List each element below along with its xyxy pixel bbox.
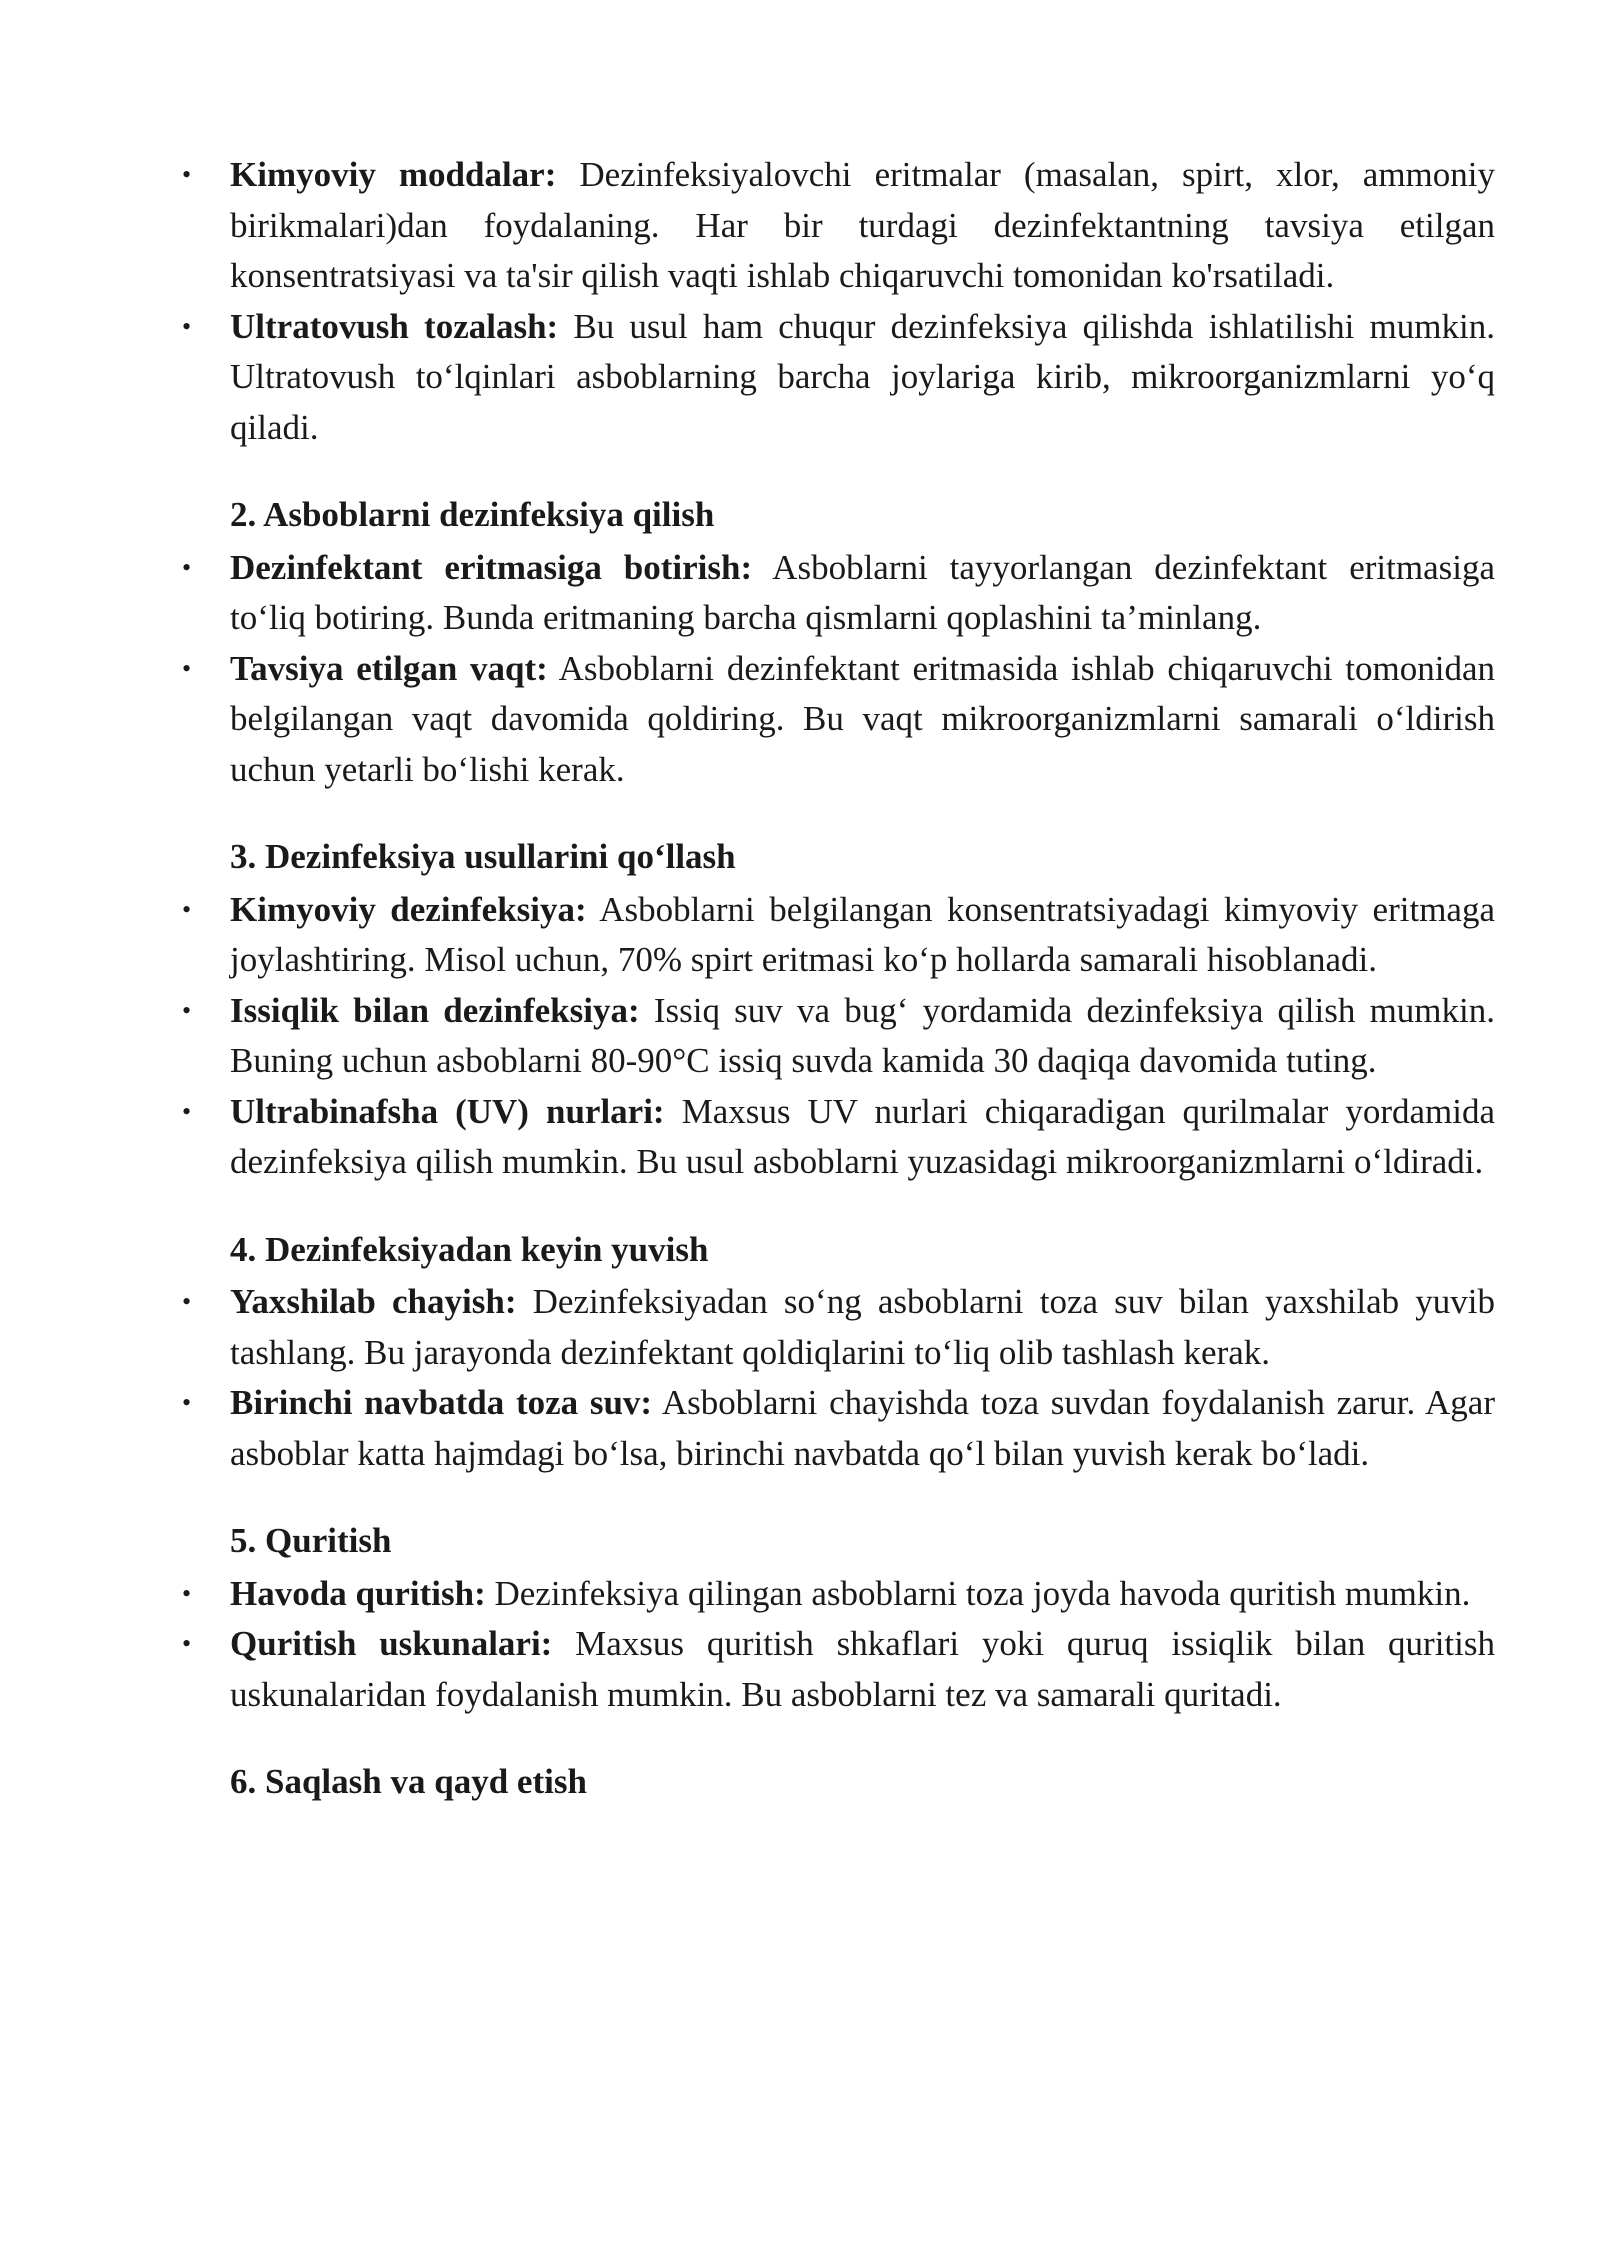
document-page — [182, 150, 1496, 1810]
item-term: Quritish uskunalari: — [230, 1624, 553, 1663]
list-item — [182, 543, 1495, 644]
list-item — [182, 150, 1496, 302]
item-text: Bu usul ham chuqur dezinfeksiya qilishda ishlatilishi mumkin. Ultratovush to‘lqinlari asboblarning barcha joylariga kirib, mikroorganizmlarni yo‘q qiladi. — [230, 306, 1495, 447]
section-heading: 6. Saqlash va qayd etish — [230, 1762, 587, 1801]
item-text: Asboblarni chayishda toza suvdan foydalanish zarur. Agar asboblar katta hajmdagi bo‘lsa, birinchi navbatda qo‘l bilan yuvish kerak bo‘ladi. — [230, 1383, 1495, 1473]
bullet-icon: • — [182, 311, 192, 341]
bullet-icon: • — [182, 894, 192, 924]
list-item — [182, 1378, 1495, 1479]
bullet-icon: • — [182, 653, 192, 683]
section-6 — [230, 1757, 1495, 1808]
list-item — [182, 885, 1495, 986]
item-text: Maxsus UV nurlari chiqaradigan qurilmalar yordamida dezinfeksiya qilish mumkin. Bu usul asboblarni yuzasidagi mikroorganizmlarni o‘ldiradi. — [230, 1091, 1495, 1181]
section-heading: 2. Asboblarni dezinfeksiya qilish — [230, 495, 715, 534]
item-term: Birinchi navbatda toza suv: — [230, 1383, 653, 1422]
item-text: Asboblarni dezinfektant eritmasida ishlab chiqaruvchi tomonidan belgilangan vaqt davomida qoldiring. Bu vaqt mikroorganizmlarni samarali o‘ldirish uchun yetarli bo‘lishi kerak. — [230, 648, 1496, 789]
bullet-icon: • — [182, 1388, 192, 1417]
item-text: Maxsus quritish shkaflari yoki quruq issiqlik bilan quritish uskunalaridan foydalanish mumkin. Bu asboblarni tez va samarali quritadi. — [230, 1624, 1495, 1714]
section-2 — [182, 490, 1496, 795]
section-heading: 5. Quritish — [230, 1521, 392, 1560]
list-item — [182, 1277, 1495, 1378]
bullet-icon: • — [182, 552, 192, 582]
item-text: Issiq suv va bug‘ yordamida dezinfeksiya qilish mumkin. Buning uchun asboblarni 80-90°C issiq suvda kamida 30 daqiqa davomida tuting. — [230, 990, 1495, 1080]
list-item — [182, 986, 1495, 1087]
item-text: Asboblarni tayyorlangan dezinfektant eritmasiga to‘liq botiring. Bunda eritmaning barcha qismlarni qoplashini ta’minlang. — [230, 547, 1495, 637]
list-item — [182, 302, 1495, 454]
item-term: Havoda quritish: — [230, 1573, 486, 1613]
item-term: Dezinfektant eritmasiga botirish: — [230, 547, 753, 587]
section-3 — [182, 832, 1495, 1188]
section-list — [182, 543, 1496, 796]
bullet-icon: • — [182, 1287, 192, 1316]
item-text: Dezinfeksiya qilingan asboblarni toza joyda havoda quritish mumkin. — [485, 1573, 1471, 1613]
list-item — [182, 644, 1496, 796]
bullet-icon: • — [182, 160, 192, 189]
bullet-icon: • — [182, 1096, 192, 1126]
item-term: Kimyoviy moddalar: — [230, 155, 557, 194]
item-text: Dezinfeksiyalovchi eritmalar (masalan, spirt, xlor, ammoniy birikmalari)dan foydalaning. Har bir turdagi dezinfektantning tavsiya etilgan konsentratsiyasi va ta'sir qilish vaqti ishlab chiqaruvchi tomonidan ko'rsatiladi. — [230, 155, 1496, 295]
list-item — [182, 1087, 1495, 1188]
section-4 — [182, 1225, 1495, 1480]
bullet-icon: • — [182, 1629, 192, 1658]
item-term: Yaxshilab chayish: — [230, 1282, 517, 1321]
list-item — [182, 1569, 1495, 1620]
section-list — [182, 1569, 1495, 1721]
item-text: Asboblarni belgilangan konsentratsiyadagi kimyoviy eritmaga joylashtiring. Misol uchun, 70% spirt eritmasi ko‘p hollarda samarali hisoblanadi. — [230, 889, 1495, 979]
item-text: Dezinfeksiyadan so‘ng asboblarni toza suv bilan yaxshilab yuvib tashlang. Bu jarayonda dezinfektant qoldiqlarini to‘liq olib tashlash kerak. — [230, 1282, 1495, 1372]
section-list — [182, 1277, 1495, 1479]
item-term: Ultratovush tozalash: — [230, 306, 559, 346]
bullet-icon: • — [182, 1578, 192, 1608]
intro-list — [182, 150, 1496, 453]
section-list — [182, 885, 1495, 1188]
section-5 — [182, 1516, 1495, 1720]
section-heading: 3. Dezinfeksiya usullarini qo‘llash — [230, 837, 736, 876]
item-term: Issiqlik bilan dezinfeksiya: — [230, 990, 640, 1030]
list-item — [182, 1619, 1495, 1720]
item-term: Kimyoviy dezinfeksiya: — [230, 889, 587, 929]
item-term: Ultrabinafsha (UV) nurlari: — [230, 1091, 665, 1131]
item-term: Tavsiya etilgan vaqt: — [230, 648, 548, 688]
section-heading: 4. Dezinfeksiyadan keyin yuvish — [230, 1229, 709, 1269]
bullet-icon: • — [182, 995, 192, 1025]
